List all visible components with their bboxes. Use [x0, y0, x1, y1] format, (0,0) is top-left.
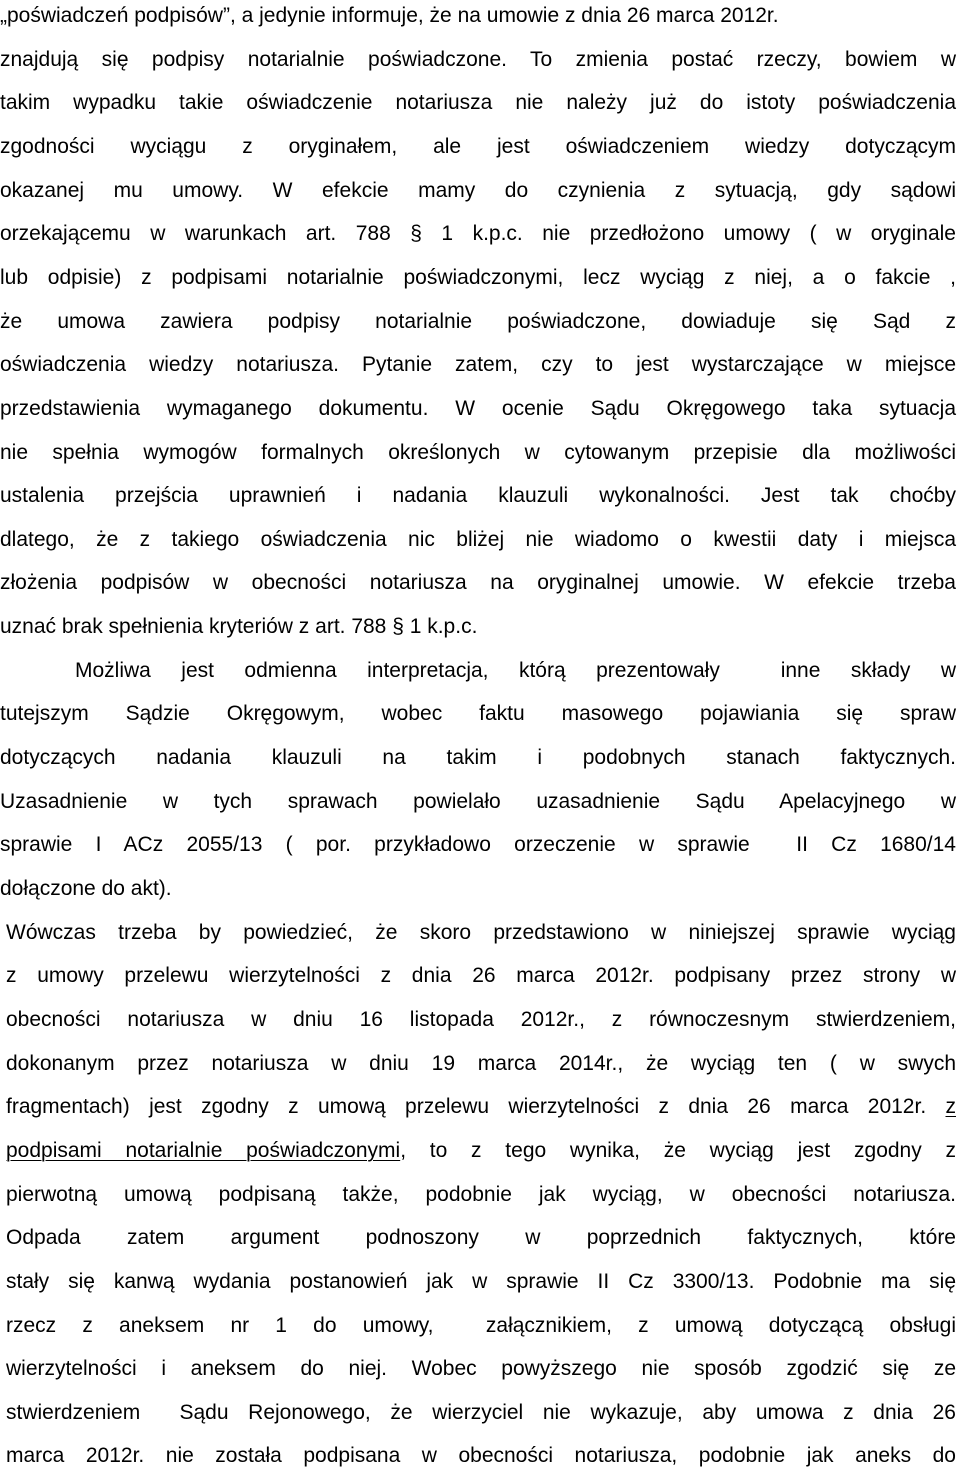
text-line [0, 745, 956, 771]
line-text: tutejszym Sądzie Okręgowym, wobec faktu masowego pojawiania się spraw [0, 702, 956, 726]
text-line [6, 1443, 956, 1469]
line-text: marca 2012r. nie została podpisana w obecności notariusza, podobnie jak aneks do [6, 1444, 956, 1468]
line-text: przedstawienia wymaganego dokumentu. W ocenie Sądu Okręgowego taka sytuacja [0, 396, 956, 420]
line-text: dlatego, że z takiego oświadczenia nic bliżej nie wiadomo o kwestii daty i miejsca [0, 527, 956, 551]
line-text: znajdują się podpisy notarialnie poświadczone. To zmienia postać rzeczy, bowiem w [0, 47, 956, 71]
text-line [0, 396, 956, 422]
text-line [6, 1400, 956, 1426]
text-line [6, 1225, 956, 1251]
line-text: rzecz z aneksem nr 1 do umowy, załącznikiem, z umową dotyczącą obsługi [6, 1313, 956, 1337]
line-text: dołączone do akt). [0, 877, 172, 900]
line-text: zgodności wyciągu z oryginałem, ale jest oświadczeniem wiedzy dotyczącym [0, 134, 956, 158]
text-line [0, 570, 956, 596]
line-text: z umowy przelewu wierzytelności z dnia 26 marca 2012r. podpisany przez strony w [6, 964, 956, 988]
text-line [0, 789, 956, 815]
line-text: stały się kanwą wydania postanowień jak w sprawie II Cz 3300/13. Podobnie ma się [6, 1269, 956, 1293]
text-line [0, 265, 956, 291]
line-text: sprawie I ACz 2055/13 ( por. przykładowo orzeczenie w sprawie II Cz 1680/14 [0, 833, 956, 857]
text-line [0, 701, 956, 727]
line-text: złożenia podpisów w obecności notariusza na oryginalnej umowie. W efekcie trzeba [0, 571, 956, 595]
line-text: oświadczenia wiedzy notariusza. Pytanie zatem, czy to jest wystarczające w miejsce [0, 353, 956, 377]
line-text: stwierdzeniem Sądu Rejonowego, że wierzyciel nie wykazuje, aby umowa z dnia 26 [6, 1400, 956, 1424]
text-line [0, 221, 956, 247]
text-line [6, 1138, 956, 1164]
line-text: nie spełnia wymogów formalnych określonych w cytowanym przepisie dla możliwości [0, 440, 956, 464]
line-text: dotyczących nadania klauzuli na takim i podobnych stanach faktycznych. [0, 746, 956, 770]
text-line [6, 1051, 956, 1077]
line-text: okazanej mu umowy. W efekcie mamy do czynienia z sytuacją, gdy sądowi [0, 178, 956, 202]
text-line [0, 134, 956, 160]
line-text: , to z tego wynika, że wyciąg jest zgodny z [400, 1138, 956, 1162]
text-line [0, 47, 956, 73]
line-text: że umowa zawiera podpisy notarialnie poświadczone, dowiaduje się Sąd z [0, 309, 956, 333]
text-line [0, 309, 956, 335]
line-text: Uzasadnienie w tych sprawach powielało uzasadnienie Sądu Apelacyjnego w [0, 789, 956, 813]
text-line [0, 614, 956, 640]
line-text: Możliwa jest odmienna interpretacja, którą prezentowały inne składy w [75, 658, 956, 682]
line-text: Wówczas trzeba by powiedzieć, że skoro przedstawiono w niniejszej sprawie wyciąg [6, 920, 956, 944]
text-line [6, 1094, 956, 1120]
line-text: „poświadczeń podpisów”, a jedynie informuje, że na umowie z dnia 26 marca 2012r. [0, 4, 779, 27]
text-line [0, 352, 956, 378]
text-line [6, 1182, 956, 1208]
underlined-phrase: podpisami notarialnie poświadczonymi [6, 1138, 401, 1162]
text-line [0, 527, 956, 553]
text-line [6, 1269, 956, 1295]
underlined-phrase: z [945, 1095, 956, 1119]
line-text: fragmentach) jest zgodny z umową przelewu wierzytelności z dnia 26 marca 2012r. [6, 1095, 946, 1119]
text-line [0, 483, 956, 509]
line-text: orzekającemu w warunkach art. 788 § 1 k.p.c. nie przedłożono umowy ( w oryginale [0, 222, 956, 246]
line-text: pierwotną umową podpisaną także, podobnie jak wyciąg, w obecności notariusza. [6, 1182, 956, 1206]
line-text: obecności notariusza w dniu 16 listopada 2012r., z równoczesnym stwierdzeniem, [6, 1007, 956, 1031]
text-line [6, 963, 956, 989]
text-line [6, 1356, 956, 1382]
line-text: wierzytelności i aneksem do niej. Wobec powyższego nie sposób zgodzić się ze [6, 1357, 956, 1381]
line-text: takim wypadku takie oświadczenie notariusza nie należy już do istoty poświadczenia [0, 91, 956, 115]
text-line [0, 832, 956, 858]
text-line [6, 920, 956, 946]
text-line [0, 876, 956, 902]
line-text: dokonanym przez notariusza w dniu 19 marca 2014r., że wyciąg ten ( w swych [6, 1051, 956, 1075]
line-text: Odpada zatem argument podnoszony w poprzednich faktycznych, które [6, 1226, 956, 1250]
text-line [6, 1313, 956, 1339]
line-text: lub odpisie) z podpisami notarialnie poświadczonymi, lecz wyciąg z niej, a o fakcie , [0, 265, 956, 289]
text-line [0, 440, 956, 466]
text-line [0, 90, 956, 116]
line-text: ustalenia przejścia uprawnień i nadania klauzuli wykonalności. Jest tak choćby [0, 484, 956, 508]
text-line [6, 1007, 956, 1033]
line-text: uznać brak spełnienia kryteriów z art. 788 § 1 k.p.c. [0, 615, 478, 639]
text-line [0, 3, 956, 29]
text-line [75, 658, 956, 684]
text-line [0, 178, 956, 204]
